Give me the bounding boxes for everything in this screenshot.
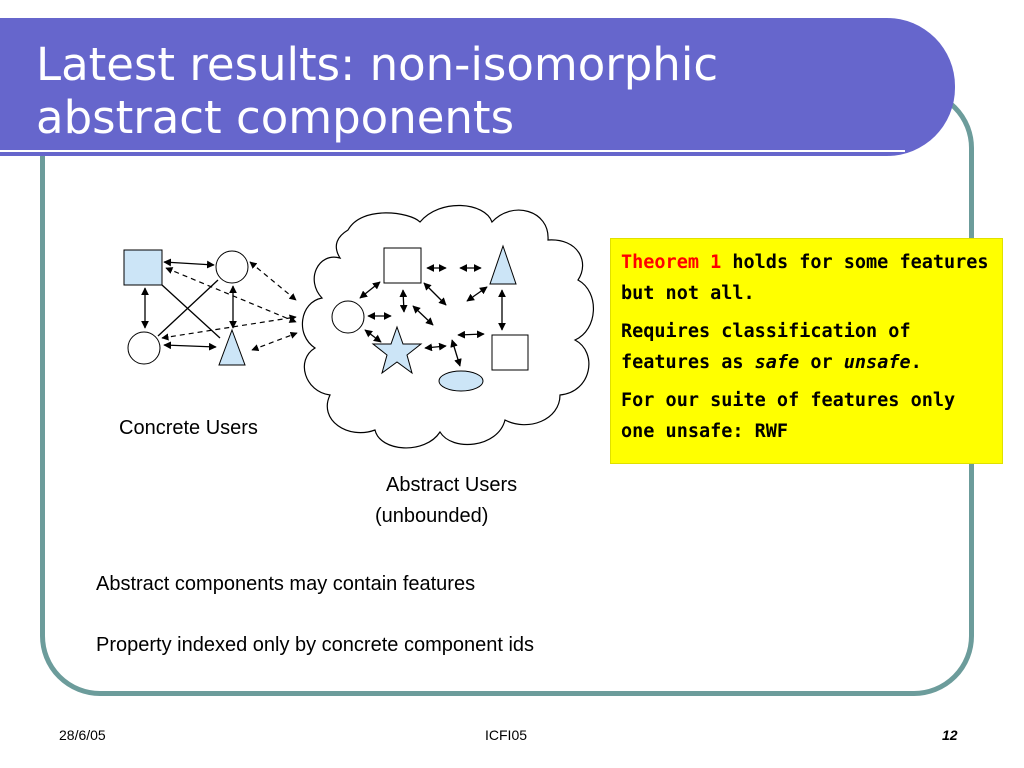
theorem-text: holds for some features but not all. (621, 252, 989, 304)
triangle-icon (219, 330, 245, 365)
body-line-2: Property indexed only by concrete component ids (96, 634, 535, 656)
square-icon (492, 335, 528, 370)
theorem-word: Theorem (621, 252, 699, 273)
safe-word: safe (754, 352, 800, 373)
abstract-users-sublabel: (unbounded) (375, 505, 489, 527)
ellipse-icon (439, 371, 483, 391)
theorem-paragraph-2 (621, 316, 992, 378)
footer-date: 28/6/05 (59, 727, 106, 743)
slide-title-line1: Latest results: non-isomorphic (36, 38, 719, 91)
slide-title-line2: abstract components (36, 91, 515, 144)
theorem-p2-end: . (910, 352, 922, 373)
abstract-users-label: Abstract Users (386, 474, 518, 496)
theorem-paragraph-1 (621, 247, 992, 309)
theorem-p2-text: Requires classification of features as (621, 321, 911, 373)
theorem-number: 1 (710, 252, 722, 273)
body-line-1: Abstract components may contain features (96, 573, 476, 595)
circle-icon (128, 332, 160, 364)
footer-center: ICFI05 (485, 727, 528, 743)
page-number: 12 (942, 727, 958, 743)
theorem-box (610, 238, 1003, 464)
theorem-p2-or: or (799, 352, 844, 373)
circle-icon (332, 301, 364, 333)
square-icon (384, 248, 421, 283)
concrete-users-label: Concrete Users (119, 417, 258, 439)
square-icon (124, 250, 162, 285)
unsafe-word: unsafe (843, 352, 911, 373)
theorem-paragraph-3: For our suite of features only one unsafe: RWF (621, 390, 956, 442)
circle-icon (216, 251, 248, 283)
